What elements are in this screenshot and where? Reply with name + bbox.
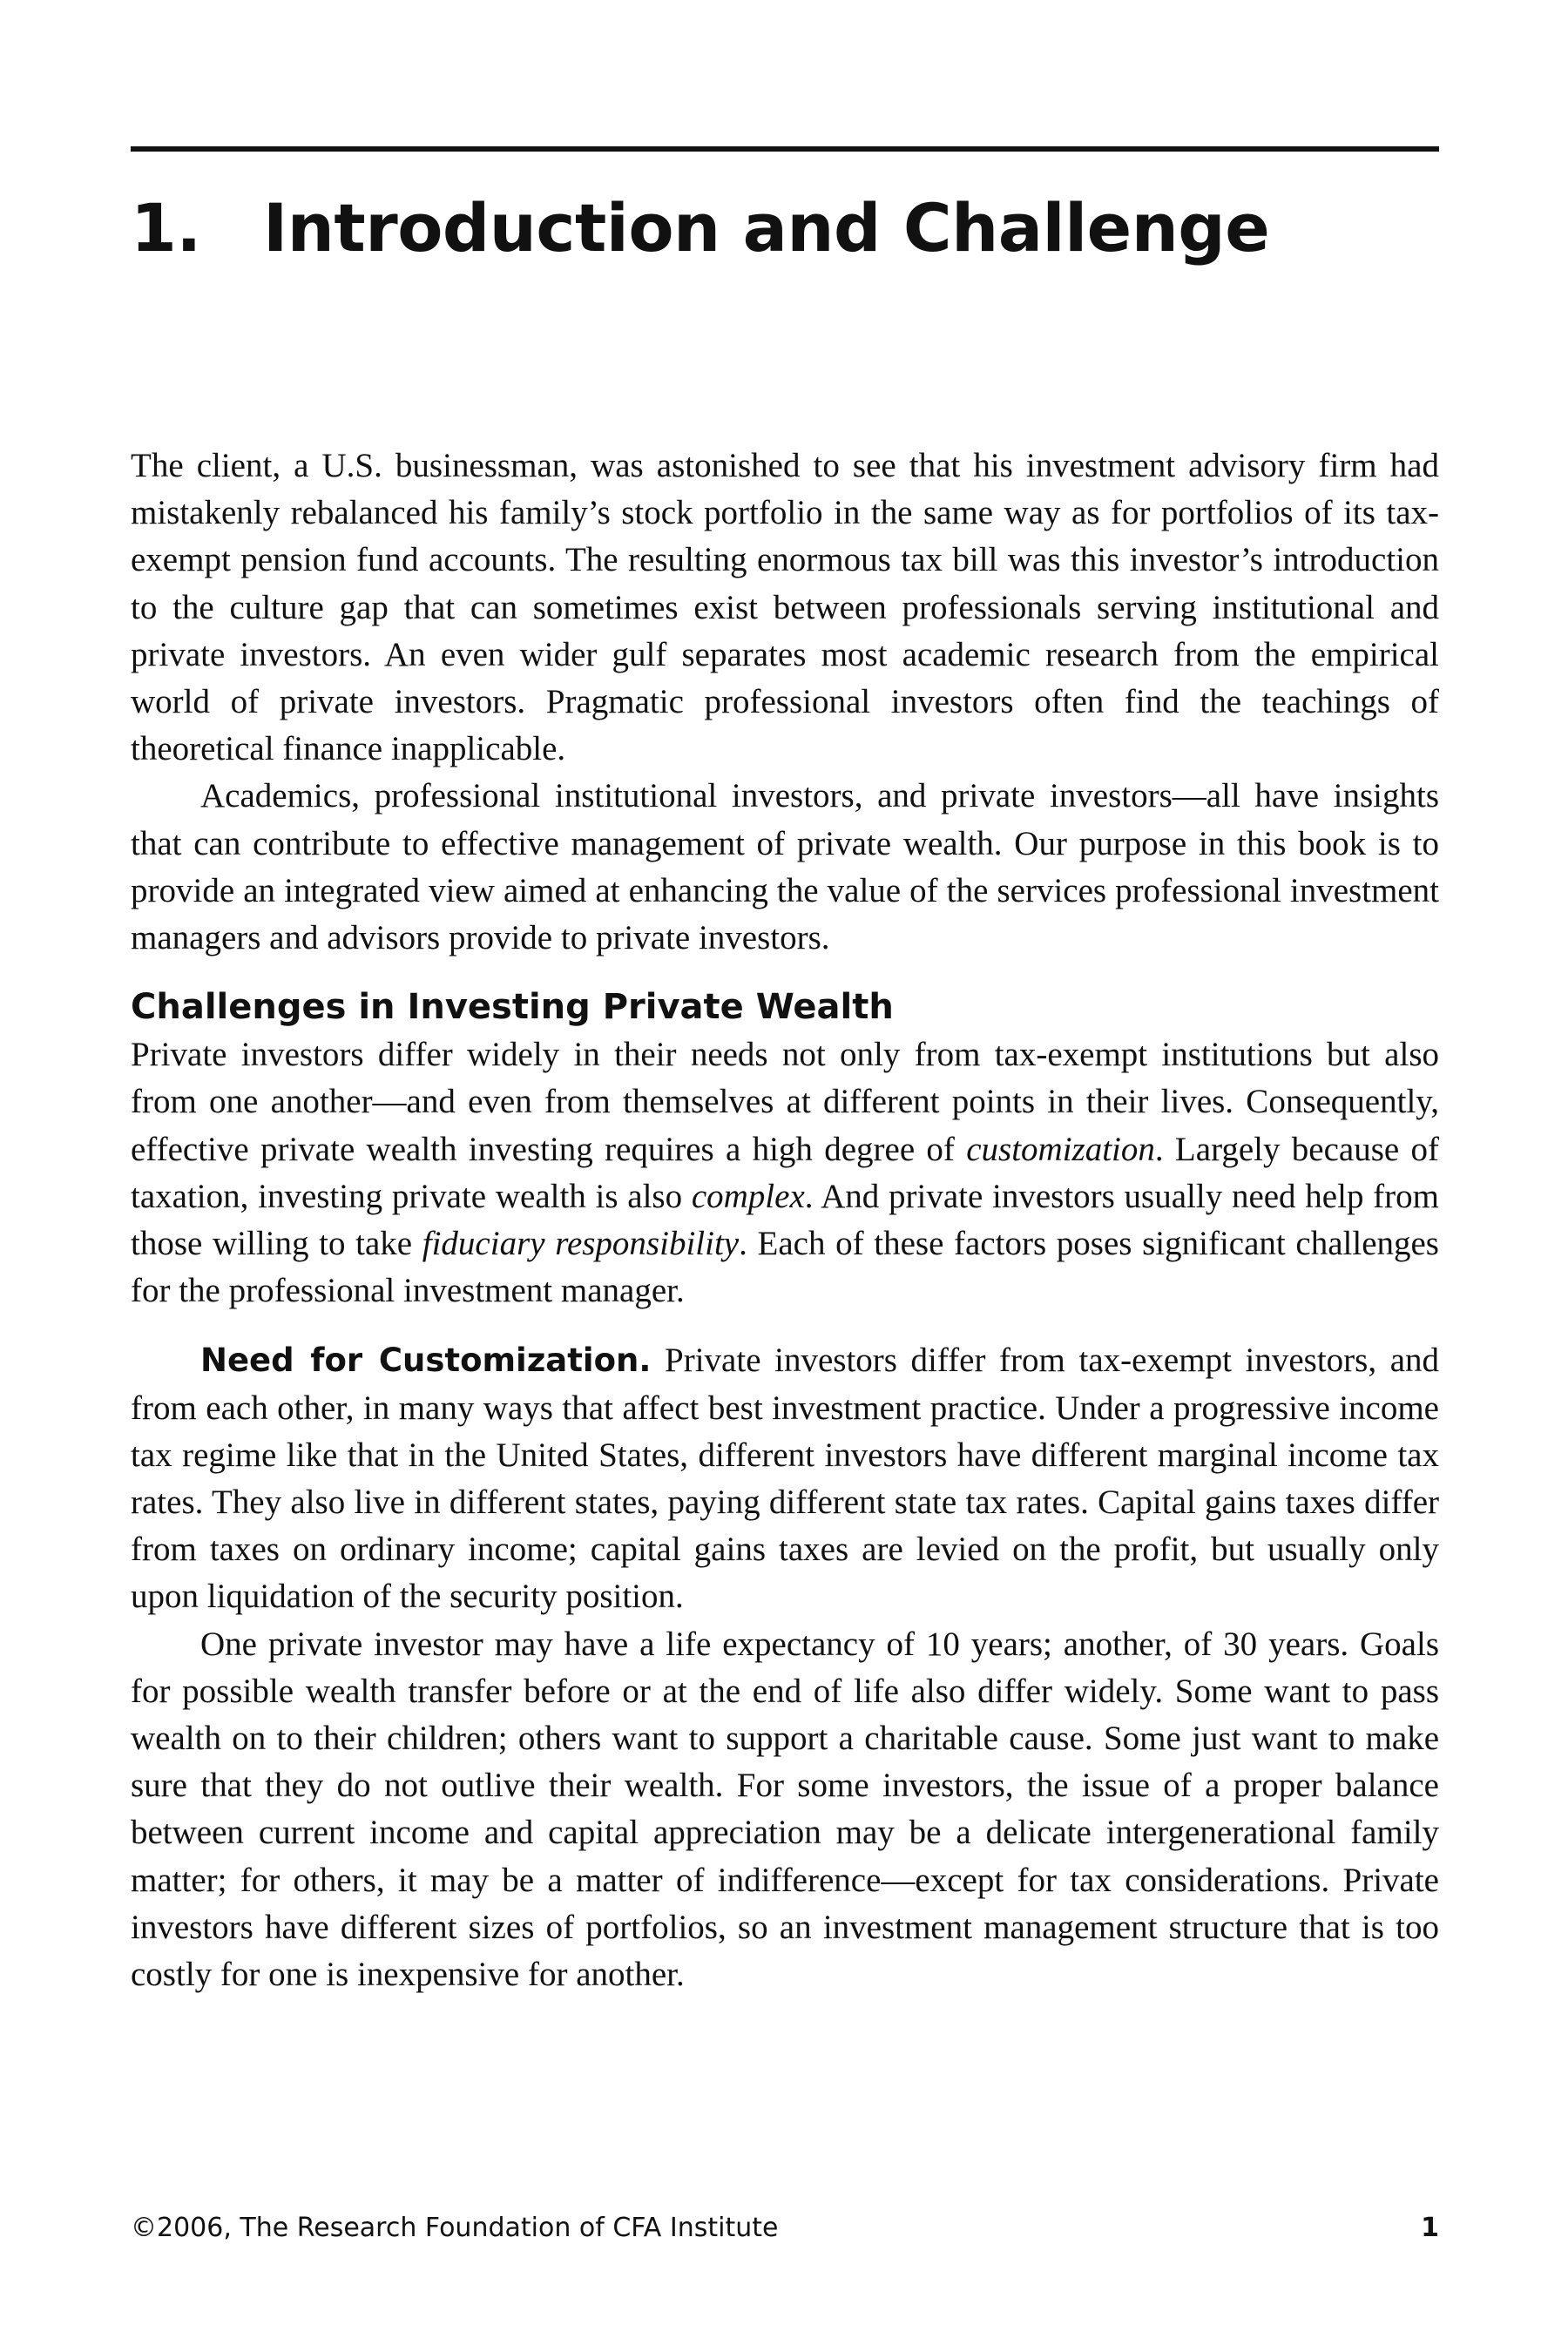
chapter-title bbox=[131, 189, 1439, 267]
intro-paragraph-2: Academics, professional institutional investors, and private investors—all have insights that can contribute to effective management of private wealth. Our purpose in this book is to provide an integrated view aimed at enhancing the value of the services professional investment managers and advisors provide to private investors. bbox=[131, 777, 1439, 957]
page-footer bbox=[131, 2211, 1439, 2246]
fiduciary-term: fiduciary responsibility bbox=[422, 1225, 740, 1263]
section-heading: Challenges in Investing Private Wealth bbox=[131, 987, 894, 1028]
customization-paragraph-2: One private investor may have a life expectancy of 10 years; another, of 30 years. Goals for possible wealth transfer before or at the end of life also differ widely. Some want to pass wealth on to their children; others want to support a charitable cause. Some just want to make sure that they do not outlive their wealth. For some investors, the issue of a proper balance between current income and capital appreciation may be a delicate intergenerational family matter; for others, it may be a matter of indifference—except for tax considerations. Private investors have different sizes of portfolios, so an investment management structure that is too costly for one is inexpensive for another. bbox=[131, 1625, 1439, 1994]
challenges-paragraph bbox=[131, 1031, 1439, 1315]
challenges-text-c: . And private investors usually need help from those willing to take bbox=[131, 1177, 1439, 1263]
customization-run-in-heading: Need for Customization. bbox=[200, 1342, 652, 1380]
top-rule bbox=[131, 146, 1439, 152]
chapter-title-text: Introduction and Challenge bbox=[263, 189, 1270, 267]
customization-term: customization bbox=[966, 1130, 1155, 1168]
chapter-number: 1. bbox=[131, 189, 201, 267]
challenges-text-b: . Largely because of taxation, investing private wealth is also bbox=[131, 1130, 1439, 1215]
intro-paragraph-1: The client, a U.S. businessman, was astonished to see that his investment advisory firm had mistakenly rebalanced his family’s stock portfolio in the same way as for portfolios of its tax-exempt pension fund accounts. The resulting enormous tax bill was this investor’s introduction to the culture gap that can sometimes exist between professionals serving institutional and private investors. An even wider gulf separates most academic research from the empirical world of private investors. Pragmatic professional investors often find the teachings of theoretical finance inapplicable. bbox=[131, 447, 1439, 768]
footer-copyright: ©2006, The Research Foundation of CFA Institute bbox=[131, 2213, 779, 2243]
customization-paragraph-1 bbox=[131, 1337, 1439, 1620]
page-number: 1 bbox=[1421, 2213, 1439, 2243]
complex-term: complex bbox=[691, 1177, 805, 1215]
challenges-text-a: Private investors differ widely in their needs not only from tax-exempt institutions but also from one another—and even from themselves at different points in their lives. Consequently, effective private wealth investing requires a high degree of bbox=[131, 1036, 1439, 1168]
customization-text: Private investors differ from tax-exempt investors, and from each other, in many ways that affect best investment practice. Under a progressive income tax regime like that in the United States, different investors have different marginal income tax rates. They also live in different states, paying different state tax rates. Capital gains taxes differ from taxes on ordinary income; capital gains taxes are levied on the profit, but usually only upon liquidation of the security position. bbox=[131, 1342, 1440, 1616]
book-page bbox=[131, 146, 1439, 2254]
challenges-text-d: . Each of these factors poses significant challenges for the professional investment manager. bbox=[131, 1225, 1439, 1310]
body-text bbox=[131, 443, 1439, 1998]
